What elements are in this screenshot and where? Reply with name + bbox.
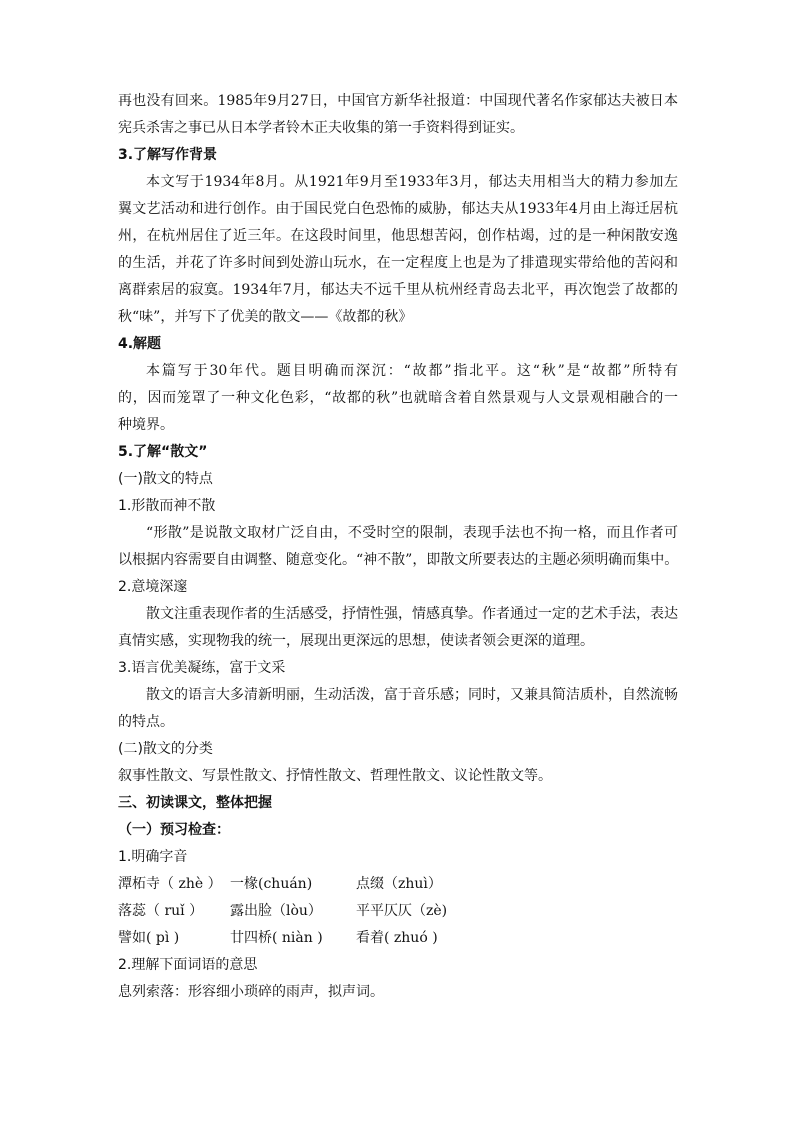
section-4-heading: 4.解题 [118,336,162,352]
pinyin-item: 廿四桥( niàn ) [230,930,323,946]
pinyin-item: 潭柘寺（ zhè ） [118,876,222,892]
point-1-title: 1.形散而神不散 [118,498,216,514]
pinyin-item: 平平仄仄（zè) [356,903,448,919]
section-3-line-4: 的生活，并花了许多时间到处游山玩水，在一定程度上也是为了排遣现实带给他的苦闷和 [118,255,678,271]
section-4-line-3: 种境界。 [118,417,174,433]
section-5-heading: 5.了解“散文” [118,444,208,460]
section-4-line-1: 本篇写于30年代。题目明确而深沉：“故都”指北平。这“秋”是“故都”所特有 [146,363,678,379]
vocab-line: 息列索落：形容细小琐碎的雨声，拟声词。 [118,984,384,1000]
intro-line-2: 宪兵杀害之事已从日本学者铃木正夫收集的第一手资料得到证实。 [118,120,524,136]
section-5-sub-1: (一)散文的特点 [118,471,213,487]
document-page [118,88,678,1006]
point-2-line-2: 真情实感，实现物我的统一，展现出更深远的思想，使读者领会更深的道理。 [118,633,594,649]
pinyin-row-2 [118,898,678,925]
intro-line-1: 再也没有回来。1985年9月27日，中国官方新华社报道：中国现代著名作家郁达夫被日本 [118,93,678,109]
pinyin-row-3 [118,925,678,952]
pinyin-item: 看着( zhuó ) [356,930,438,946]
vocab-title: 2.理解下面词语的意思 [118,957,258,973]
point-1-line-1: “形散”是说散文取材广泛自由，不受时空的限制，表现手法也不拘一格，而且作者可 [146,525,678,541]
point-3-line-1: 散文的语言大多清新明丽，生动活泼，富于音乐感；同时，又兼具简洁质朴，自然流畅 [146,687,678,703]
point-2-title: 2.意境深邃 [118,579,188,595]
essay-categories: 叙事性散文、写景性散文、抒情性散文、哲理性散文、议论性散文等。 [118,768,552,784]
section-5-sub-2: (二)散文的分类 [118,741,213,757]
section-4-line-2: 的，因而笼罩了一种文化色彩，“故都的秋”也就暗含着自然景观与人文景观相融合的一 [118,390,678,406]
pinyin-item: 落蕊（ ruǐ ） [118,903,204,919]
part-3-heading: 三、初读课文，整体把握 [118,795,272,811]
pinyin-item: 露出脸（lòu） [230,903,322,919]
pinyin-item: 点缀（zhuì） [356,876,442,892]
point-3-line-2: 的特点。 [118,714,174,730]
point-3-title: 3.语言优美凝练，富于文采 [118,660,286,676]
part-3-sub: （一）预习检查： [118,822,230,838]
section-3-line-3: 州，在杭州居住了近三年。在这段时间里，他思想苦闷，创作枯竭，过的是一种闲散安逸 [118,228,678,244]
pinyin-item: 一椽(chuán) [230,876,313,892]
pinyin-title: 1.明确字音 [118,849,188,865]
point-1-line-2: 以根据内容需要自由调整、随意变化。“神不散”，即散文所要表达的主题必须明确而集中。 [118,552,678,568]
section-3-line-2: 翼文艺活动和进行创作。由于国民党白色恐怖的威胁，郁达夫从1933年4月由上海迁居杭 [118,201,678,217]
pinyin-row-1 [118,871,678,898]
section-3-line-5: 离群索居的寂寞。1934年7月，郁达夫不远千里从杭州经青岛去北平，再次饱尝了故都的 [118,282,678,298]
section-3-heading: 3.了解写作背景 [118,147,218,163]
pinyin-item: 譬如( pì ) [118,930,180,946]
point-2-line-1: 散文注重表现作者的生活感受，抒情性强，情感真挚。作者通过一定的艺术手法，表达 [146,606,678,622]
section-3-line-1: 本文写于1934年8月。从1921年9月至1933年3月，郁达夫用相当大的精力参加左 [146,174,678,190]
section-3-line-6: 秋“味”，并写下了优美的散文——《故都的秋》 [118,309,413,325]
